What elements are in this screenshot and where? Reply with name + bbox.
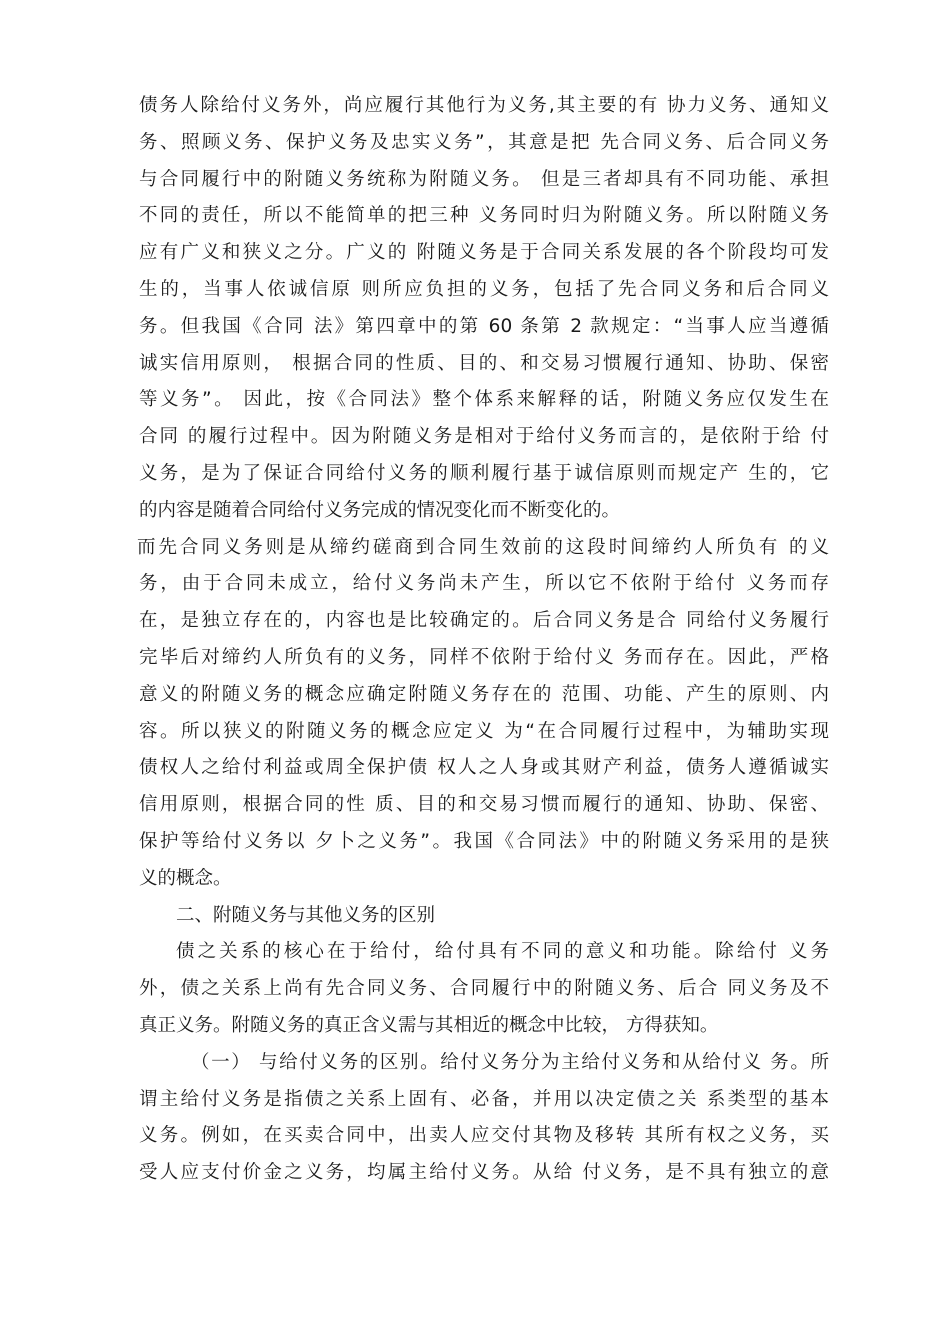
text-line: 务，由于合同未成立，给付义务尚未产生，所以它不依附于给付 义务而存 bbox=[139, 573, 829, 595]
text-line: 而先合同义务则是从缔约磋商到合同生效前的这段时间缔约人所负有 的义 bbox=[137, 536, 829, 558]
text-line: 务、照顾义务、保护义务及忠实义务”，其意是把 先合同义务、后合同义务 bbox=[139, 131, 829, 153]
text-line: 义务。例如，在买卖合同中，出卖人应交付其物及移转 其所有权之义务，买 bbox=[139, 1125, 829, 1147]
text-line: 合同 的履行过程中。因为附随义务是相对于给付义务而言的，是依附于给 付 bbox=[139, 426, 829, 448]
text-line: 意义的附随义务的概念应确定附随义务存在的 范围、功能、产生的原则、内 bbox=[139, 683, 829, 705]
text-line: 务。但我国《合同 法》第四章中的第 60 条第 2 款规定：“当事人应当遵循 bbox=[139, 315, 829, 337]
text-line: 受人应支付价金之义务，均属主给付义务。从给 付义务，是不具有独立的意 bbox=[139, 1162, 829, 1184]
text-line: 义务，是为了保证合同给付义务的顺利履行基于诚信原则而规定产 生的，它 bbox=[139, 462, 829, 484]
text-line: 信用原则，根据合同的性 质、目的和交易习惯而履行的通知、协助、保密、 bbox=[139, 794, 829, 816]
text-line: 的内容是随着合同给付义务完成的情况变化而不断变化的。 bbox=[139, 499, 621, 521]
text-line: 等义务”。 因此，按《合同法》整个体系来解释的话，附随义务应仅发生在 bbox=[139, 389, 829, 411]
text-line: 债务人除给付义务外，尚应履行其他行为义务,其主要的有 协力义务、通知义 bbox=[139, 95, 829, 116]
text-line: 与合同履行中的附随义务统称为附随义务。 但是三者却具有不同功能、承担 bbox=[139, 168, 829, 190]
text-line: 生的，当事人依诚信原 则所应负担的义务，包括了先合同义务和后合同义 bbox=[139, 278, 829, 300]
text-line: 容。所以狭义的附随义务的概念应定义 为“在合同履行过程中，为辅助实现 bbox=[139, 720, 829, 742]
text-line: 债之关系的核心在于给付，给付具有不同的意义和功能。除给付 义务 bbox=[176, 941, 829, 963]
text-line: 外，债之关系上尚有先合同义务、合同履行中的附随义务、后合 同义务及不 bbox=[139, 978, 829, 1000]
text-line: 真正义务。附随义务的真正含义需与其相近的概念中比较， 方得获知。 bbox=[139, 1014, 719, 1036]
text-line: 完毕后对缔约人所负有的义务，同样不依附于给付义 务而存在。因此，严格 bbox=[139, 646, 829, 668]
text-line: 应有广义和狭义之分。广义的 附随义务是于合同关系发展的各个阶段均可发 bbox=[139, 242, 829, 264]
body-text bbox=[139, 88, 829, 1192]
text-line: 不同的责任，所以不能简单的把三种 义务同时归为附随义务。所以附随义务 bbox=[139, 205, 829, 227]
text-line: 谓主给付义务是指债之关系上固有、必备，并用以决定债之关 系类型的基本 bbox=[139, 1088, 829, 1110]
text-line: 诚实信用原则， 根据合同的性质、目的、和交易习惯履行通知、协助、保密 bbox=[139, 352, 829, 374]
text-line: 债权人之给付利益或周全保护债 权人之人身或其财产利益，债务人遵循诚实 bbox=[139, 757, 829, 779]
section-heading: 二、附随义务与其他义务的区别 bbox=[176, 904, 436, 926]
text-line: 义的概念。 bbox=[139, 867, 232, 889]
text-line: （一） 与给付义务的区别。给付义务分为主给付义务和从给付义 务。所 bbox=[191, 1051, 829, 1073]
text-line: 保护等给付义务以 夕卜之义务”。我国《合同法》中的附随义务采用的是狭 bbox=[139, 830, 829, 852]
text-line: 在，是独立存在的，内容也是比较确定的。后合同义务是合 同给付义务履行 bbox=[139, 610, 829, 632]
